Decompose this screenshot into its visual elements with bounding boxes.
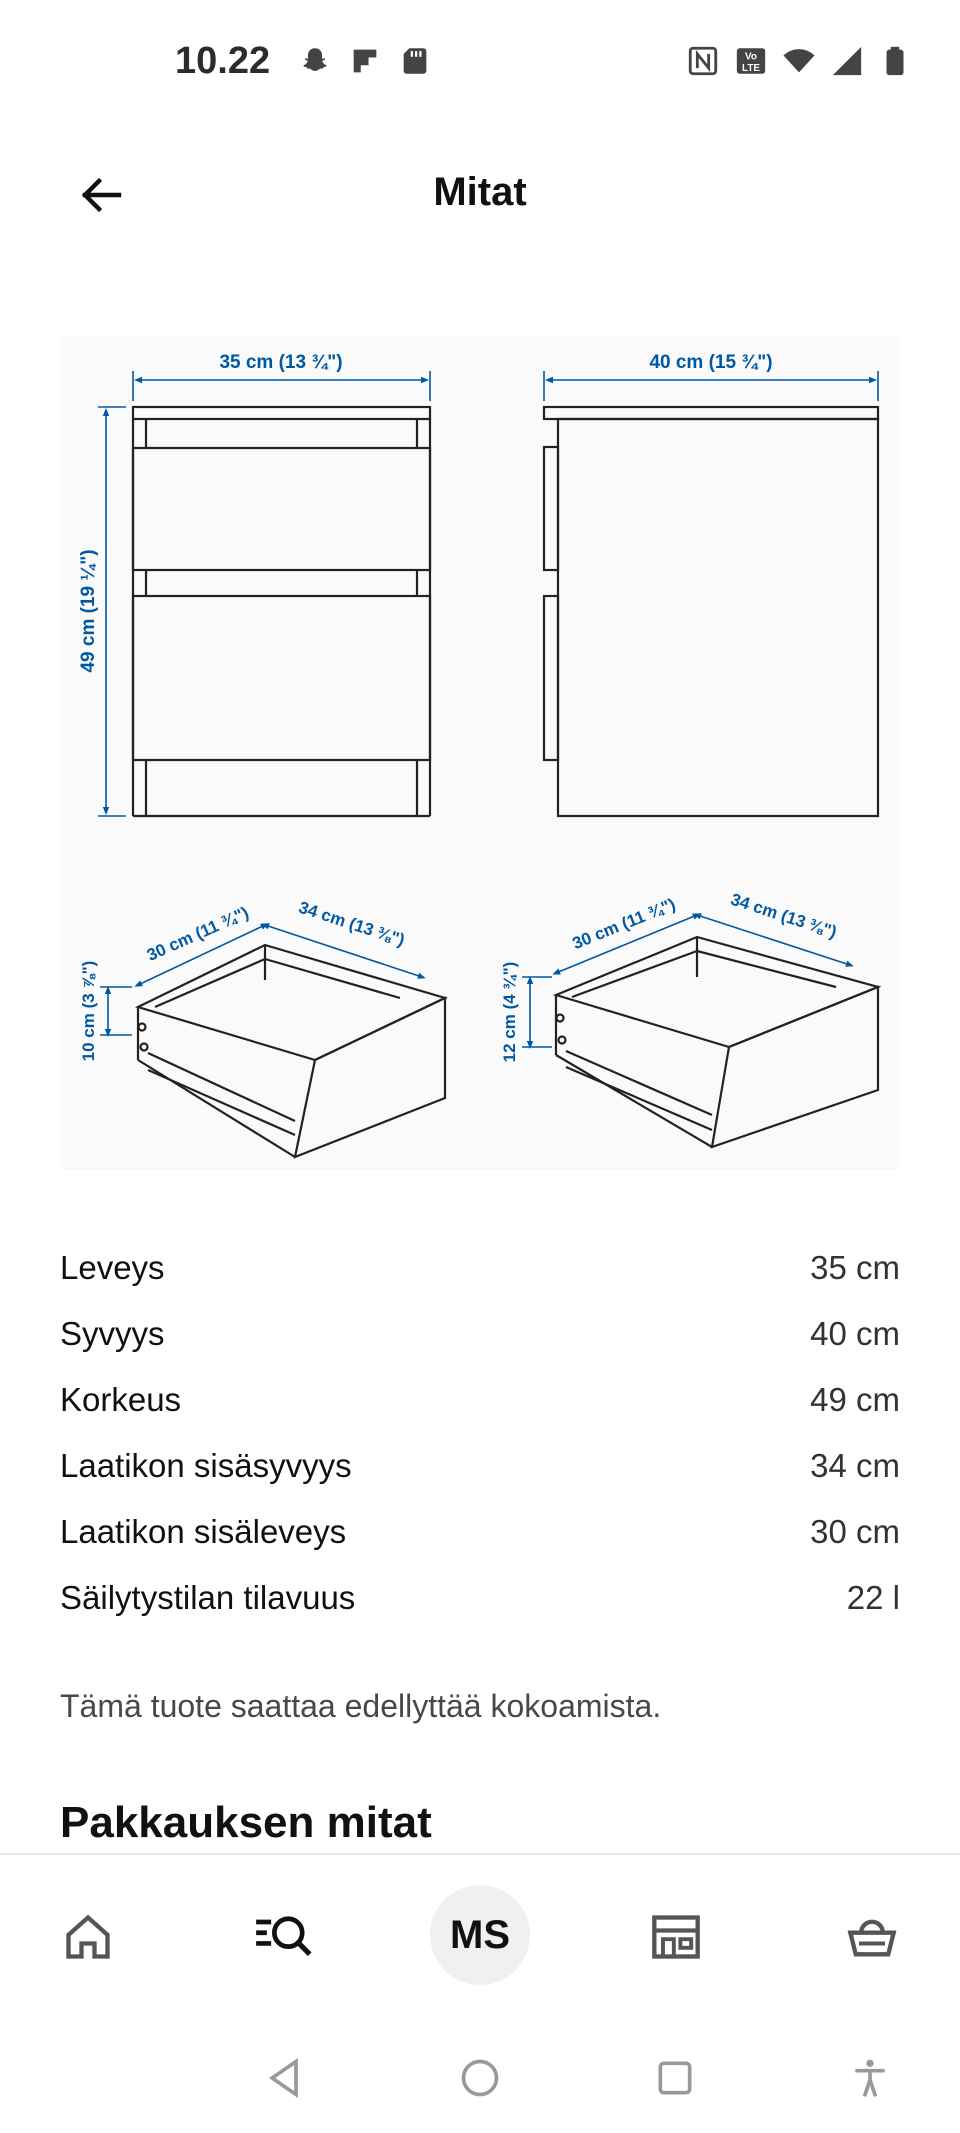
system-recents-button[interactable] <box>645 2048 705 2108</box>
dimension-label: Laatikon sisäsyvyys <box>60 1447 352 1484</box>
system-accessibility-button[interactable] <box>840 2048 900 2108</box>
drawer2-width-label: 30 cm (11 ¾") <box>569 894 679 954</box>
drawer1-height-label: 10 cm (3 ⅞") <box>79 960 98 1062</box>
nav-basket[interactable] <box>832 1897 912 1977</box>
top-bar <box>0 150 960 240</box>
nav-home[interactable] <box>48 1897 128 1977</box>
nfc-icon <box>686 44 720 78</box>
dimension-label: Leveys <box>60 1249 165 1286</box>
dimension-row-drawer-depth <box>60 1433 900 1499</box>
bottom-nav <box>0 1853 960 2015</box>
nav-search[interactable] <box>244 1897 324 1977</box>
dimension-row-drawer-width <box>60 1499 900 1565</box>
dimensions-list <box>60 1235 900 1631</box>
profile-avatar[interactable]: MS <box>430 1885 530 1985</box>
svg-text:Vo: Vo <box>745 51 757 63</box>
dimension-label: Laatikon sisäleveys <box>60 1513 347 1550</box>
status-bar <box>0 0 960 130</box>
svg-text:LTE: LTE <box>742 62 760 74</box>
dimension-row-volume <box>60 1565 900 1631</box>
front-width-label: 35 cm (13 ¾") <box>219 352 343 373</box>
dimension-value: 35 cm <box>810 1249 900 1286</box>
accessibility-icon <box>848 2056 892 2100</box>
dimension-diagram <box>60 335 900 1170</box>
basket-icon <box>845 1911 899 1963</box>
height-label: 49 cm (19 ¼") <box>78 549 99 673</box>
dimension-label: Korkeus <box>60 1381 182 1418</box>
dimension-row-height <box>60 1367 900 1433</box>
circle-home-icon <box>458 2056 502 2100</box>
square-recents-icon <box>653 2056 697 2100</box>
volte-icon <box>734 44 768 78</box>
drawer2-height-label: 12 cm (4 ¾") <box>500 961 519 1063</box>
signal-icon <box>830 44 864 78</box>
home-icon <box>62 1911 114 1963</box>
system-nav <box>0 2013 960 2133</box>
search-icon <box>254 1911 314 1963</box>
side-depth-label: 40 cm (15 ¾") <box>649 352 773 373</box>
dimension-label: Säilytystilan tilavuus <box>60 1579 356 1616</box>
dimension-value: 30 cm <box>810 1513 900 1550</box>
store-icon <box>649 1911 703 1963</box>
wifi-icon <box>782 44 816 78</box>
snapchat-icon <box>298 44 332 78</box>
system-home-button[interactable] <box>450 2048 510 2108</box>
dimension-drawings <box>60 335 900 1170</box>
dimension-row-width <box>60 1235 900 1301</box>
dimension-row-depth <box>60 1301 900 1367</box>
packaging-dimensions-title: Pakkauksen mitat <box>60 1798 432 1847</box>
dimension-value: 22 l <box>846 1579 900 1616</box>
assembly-note: Tämä tuote saattaa edellyttää kokoamista. <box>60 1688 662 1724</box>
sd-card-icon <box>398 44 432 78</box>
dimension-value: 49 cm <box>810 1381 900 1418</box>
status-right-icons <box>686 44 912 78</box>
system-back-button[interactable] <box>255 2048 315 2108</box>
dimension-value: 34 cm <box>810 1447 900 1484</box>
dimension-value: 40 cm <box>810 1315 900 1352</box>
status-left-icons <box>298 44 432 78</box>
flipboard-icon <box>348 44 382 78</box>
triangle-back-icon <box>263 2056 307 2100</box>
drawer1-width-label: 30 cm (11 ¾") <box>144 903 252 965</box>
page-title: Mitat <box>433 170 527 214</box>
battery-icon <box>878 44 912 78</box>
status-time: 10.22 <box>175 40 271 82</box>
dimension-label: Syvyys <box>60 1315 165 1352</box>
nav-store[interactable] <box>636 1897 716 1977</box>
drawer2-depth-label: 34 cm (13 ⅜") <box>728 889 840 942</box>
drawer1-depth-label: 34 cm (13 ⅜") <box>296 897 408 950</box>
